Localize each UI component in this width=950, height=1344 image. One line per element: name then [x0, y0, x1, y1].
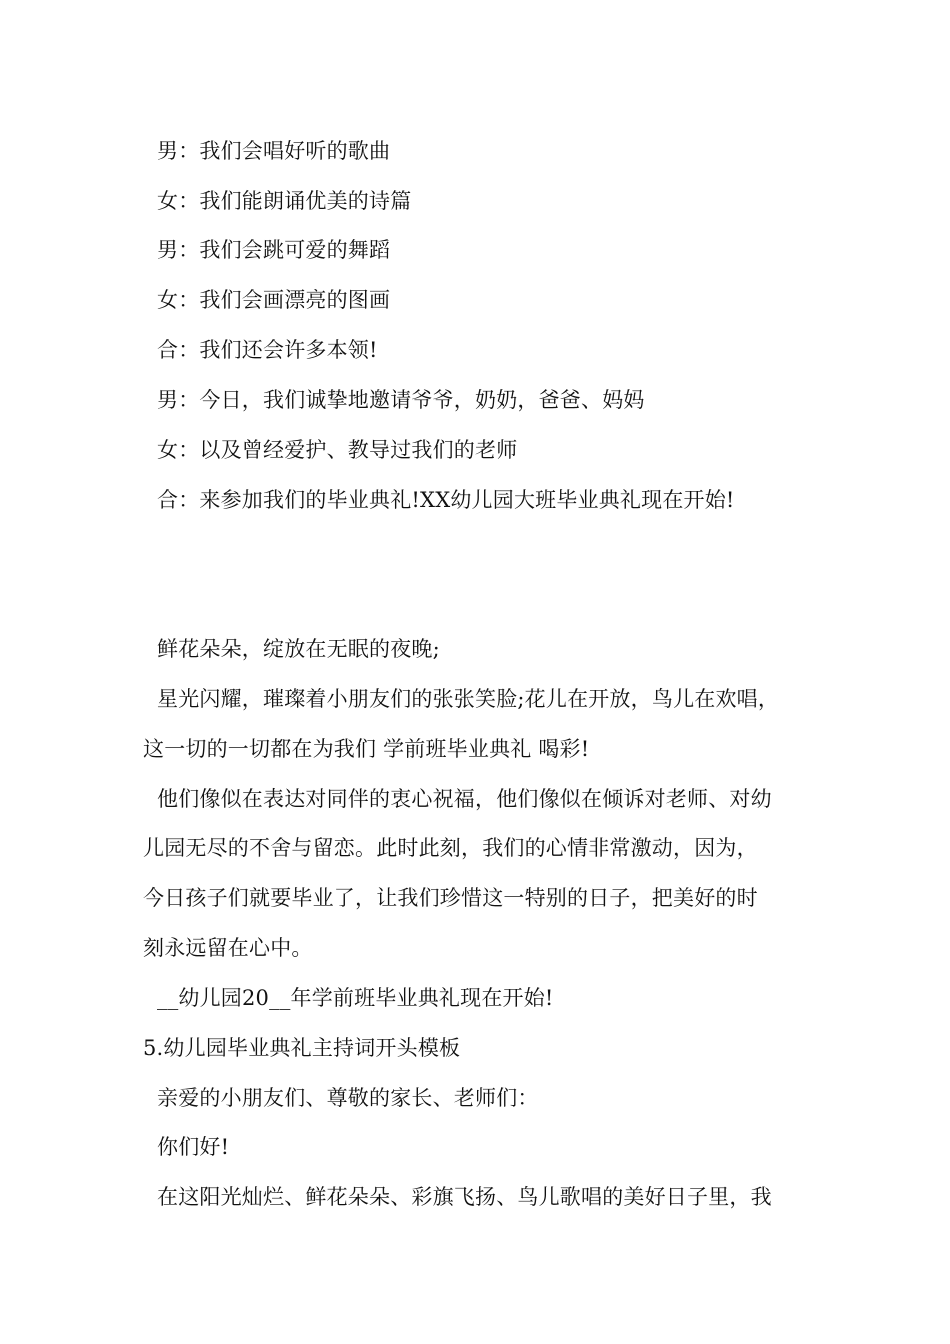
- dialogue-line: 女：我们会画漂亮的图画: [157, 288, 391, 312]
- dialogue-line: 女：以及曾经爱护、教导过我们的老师: [157, 438, 518, 462]
- section-heading: 5.幼儿园毕业典礼主持词开头模板: [143, 1036, 461, 1060]
- dialogue-line: 男：今日，我们诚挚地邀请爷爷，奶奶，爸爸、妈妈: [157, 388, 645, 412]
- paragraph-line: 儿园无尽的不舍与留恋。此时此刻，我们的心情非常激动，因为，: [143, 836, 758, 860]
- dialogue-line: 合：来参加我们的毕业典礼!XX幼儿园大班毕业典礼现在开始!: [157, 488, 735, 512]
- paragraph-line: 亲爱的小朋友们、尊敬的家长、老师们：: [157, 1086, 539, 1110]
- dialogue-line: 合：我们还会许多本领!: [157, 338, 378, 362]
- paragraph-line: 这一切的一切都在为我们 学前班毕业典礼 喝彩!: [143, 737, 590, 761]
- paragraph-line: 在这阳光灿烂、鲜花朵朵、彩旗飞扬、鸟儿歌唱的美好日子里，我: [157, 1185, 772, 1209]
- paragraph-line: 刻永远留在心中。: [143, 936, 313, 960]
- paragraph-line: 今日孩子们就要毕业了，让我们珍惜这一特别的日子，把美好的时: [143, 886, 758, 910]
- dialogue-line: 男：我们会唱好听的歌曲: [157, 139, 391, 163]
- paragraph-line: 他们像似在表达对同伴的衷心祝福，他们像似在倾诉对老师、对幼: [157, 787, 772, 811]
- paragraph-line: 你们好!: [157, 1135, 230, 1159]
- dialogue-line: 男：我们会跳可爱的舞蹈: [157, 238, 391, 262]
- paragraph-line: 鲜花朵朵，绽放在无眠的夜晚;: [157, 637, 440, 661]
- dialogue-line: 女：我们能朗诵优美的诗篇: [157, 189, 412, 213]
- paragraph-line: 星光闪耀，璀璨着小朋友们的张张笑脸;花儿在开放，鸟儿在欢唱，: [157, 687, 780, 711]
- paragraph-line: __幼儿园20__年学前班毕业典礼现在开始!: [157, 986, 554, 1010]
